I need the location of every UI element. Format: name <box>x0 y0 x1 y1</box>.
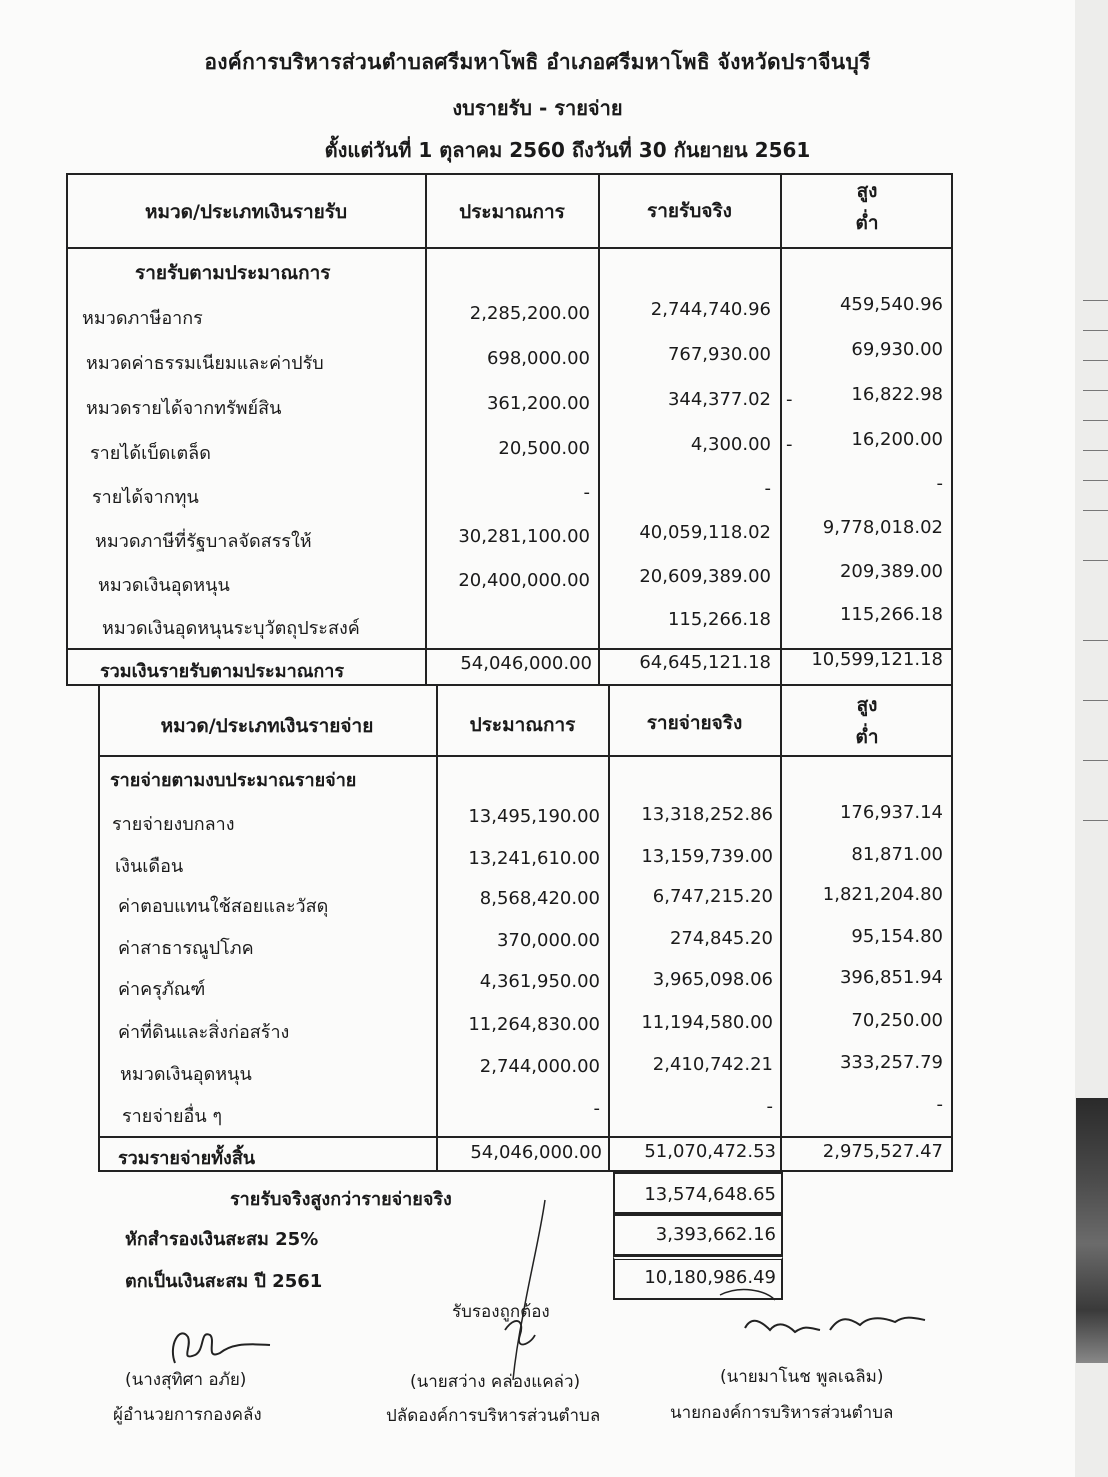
revenue-row-diff: 16,822.98 <box>851 384 943 405</box>
revenue-col-estimate: ประมาณการ <box>459 201 565 223</box>
expense-row-actual: 13,318,252.86 <box>641 804 773 825</box>
revenue-row-estimate: 2,285,200.00 <box>469 303 590 324</box>
revenue-col-high: สูง <box>856 180 878 202</box>
revenue-row-diff: - <box>936 473 943 494</box>
expense-row-label: หมวดเงินอุดหนุน <box>120 1064 252 1085</box>
expense-row-label: รายจ่ายอื่น ๆ <box>122 1106 223 1127</box>
expense-row-diff: 95,154.80 <box>851 926 943 947</box>
expense-row-actual: 274,845.20 <box>669 928 773 949</box>
expense-row-actual: 13,159,739.00 <box>641 846 773 867</box>
certified-label: รับรองถูกต้อง <box>452 1302 550 1322</box>
expense-row-estimate: 370,000.00 <box>496 930 600 951</box>
expense-col-category: หมวด/ประเภทเงินรายจ่าย <box>160 715 374 737</box>
signature-scribble-2 <box>485 1195 565 1385</box>
expense-row-diff: 70,250.00 <box>851 1010 943 1031</box>
expense-col-actual: รายจ่ายจริง <box>646 712 743 734</box>
expense-row-diff: 176,937.14 <box>839 802 943 823</box>
signer3-title: นายกองค์การบริหารส่วนตำบล <box>670 1403 894 1423</box>
revenue-row-sign: - <box>786 434 793 455</box>
revenue-col-actual: รายรับจริง <box>647 200 732 222</box>
expense-col-high: สูง <box>856 694 878 716</box>
revenue-row-actual: 20,609,389.00 <box>639 566 771 587</box>
expense-row-estimate: 8,568,420.00 <box>479 888 600 909</box>
expense-row-actual: 11,194,580.00 <box>641 1012 773 1033</box>
revenue-row-diff: 9,778,018.02 <box>822 517 943 538</box>
signer1-name: (นางสุทิศา อภัย) <box>125 1370 247 1390</box>
revenue-col-low: ต่ำ <box>855 212 879 234</box>
org-title: องค์การบริหารส่วนตำบลศรีมหาโพธิ อำเภอศรีมหาโพธิ จังหวัดปราจีนบุรี <box>204 50 871 74</box>
revenue-col-category: หมวด/ประเภทเงินรายรับ <box>144 201 348 223</box>
expense-row-diff: 81,871.00 <box>851 844 943 865</box>
revenue-row-diff: 69,930.00 <box>851 339 943 360</box>
surplus-label: รายรับจริงสูงกว่ารายจ่ายจริง <box>230 1189 452 1210</box>
expense-row-label: ค่าตอบแทนใช้สอยและวัสดุ <box>118 896 329 917</box>
expense-row-label: ค่าที่ดินและสิ่งก่อสร้าง <box>118 1022 290 1043</box>
signer3-name: (นายมาโนช พูลเฉลิม) <box>720 1367 884 1387</box>
expense-row-estimate: 13,241,610.00 <box>468 848 600 869</box>
revenue-total-estimate: 54,046,000.00 <box>460 653 592 674</box>
expense-row-actual: 2,410,742.21 <box>652 1054 773 1075</box>
reserve-value: 3,393,662.16 <box>655 1224 776 1245</box>
revenue-row-label: หมวดเงินอุดหนุนระบุวัตถุประสงค์ <box>102 618 360 639</box>
expense-row-actual: 6,747,215.20 <box>652 886 773 907</box>
expense-row-label: เงินเดือน <box>115 856 184 877</box>
revenue-row-label: หมวดภาษีที่รัฐบาลจัดสรรให้ <box>95 531 312 552</box>
signer2-name: (นายสว่าง คล่องแคล่ว) <box>410 1372 581 1392</box>
revenue-row-estimate: 20,400,000.00 <box>458 570 590 591</box>
expense-total-label: รวมรายจ่ายทั้งสิ้น <box>118 1148 256 1169</box>
revenue-row-diff: 16,200.00 <box>851 429 943 450</box>
revenue-total-actual: 64,645,121.18 <box>639 652 771 673</box>
expense-row-estimate: - <box>593 1098 600 1119</box>
expense-row-diff: 333,257.79 <box>839 1052 943 1073</box>
expense-row-label: ค่าครุภัณฑ์ <box>118 979 206 1000</box>
accum-value: 10,180,986.49 <box>644 1267 776 1288</box>
accum-label: ตกเป็นเงินสะสม ปี 2561 <box>125 1271 323 1292</box>
expense-row-estimate: 11,264,830.00 <box>468 1014 600 1035</box>
period-title: ตั้งแต่วันที่ 1 ตุลาคม 2560 ถึงวันที่ 30 กันยายน 2561 <box>324 138 811 162</box>
revenue-row-estimate: 20,500.00 <box>498 438 590 459</box>
revenue-row-actual: - <box>764 478 771 499</box>
revenue-row-diff: 115,266.18 <box>839 604 943 625</box>
revenue-row-actual: 4,300.00 <box>690 434 771 455</box>
expense-row-estimate: 2,744,000.00 <box>479 1056 600 1077</box>
expense-col-estimate: ประมาณการ <box>469 714 576 736</box>
expense-row-diff: 396,851.94 <box>839 967 943 988</box>
revenue-row-actual: 2,744,740.96 <box>650 299 771 320</box>
revenue-row-actual: 115,266.18 <box>667 609 771 630</box>
expense-total-actual: 51,070,472.53 <box>644 1141 776 1162</box>
statement-title: งบรายรับ - รายจ่าย <box>452 96 623 120</box>
signature-scribble-3 <box>700 1270 940 1350</box>
revenue-row-label: หมวดภาษีอากร <box>82 308 203 329</box>
revenue-row-estimate: 30,281,100.00 <box>458 526 590 547</box>
revenue-row-sign: - <box>786 389 793 410</box>
revenue-row-actual: 767,930.00 <box>667 344 771 365</box>
revenue-total-diff: 10,599,121.18 <box>811 649 943 670</box>
reserve-label: หักสำรองเงินสะสม 25% <box>125 1229 319 1250</box>
revenue-row-diff: 209,389.00 <box>839 561 943 582</box>
revenue-row-label: หมวดเงินอุดหนุน <box>98 575 230 596</box>
expense-row-actual: - <box>766 1096 773 1117</box>
expense-total-diff: 2,975,527.47 <box>822 1141 943 1162</box>
expense-row-label: รายจ่ายงบกลาง <box>112 814 235 835</box>
signer2-title: ปลัดองค์การบริหารส่วนตำบล <box>386 1406 601 1426</box>
revenue-row-label: หมวดรายได้จากทรัพย์สิน <box>86 398 282 419</box>
surplus-value: 13,574,648.65 <box>644 1184 776 1205</box>
revenue-row-estimate: 361,200.00 <box>486 393 590 414</box>
revenue-row-estimate: 698,000.00 <box>486 348 590 369</box>
expense-col-low: ต่ำ <box>855 726 879 748</box>
expense-total-estimate: 54,046,000.00 <box>470 1142 602 1163</box>
expense-row-diff: - <box>936 1094 943 1115</box>
revenue-total-label: รวมเงินรายรับตามประมาณการ <box>100 661 345 682</box>
expense-row-label: ค่าสาธารณูปโภค <box>118 938 254 959</box>
signer1-title: ผู้อำนวยการกองคลัง <box>113 1405 262 1425</box>
expense-row-estimate: 4,361,950.00 <box>479 971 600 992</box>
revenue-row-estimate: - <box>583 482 590 503</box>
revenue-row-actual: 40,059,118.02 <box>639 522 771 543</box>
revenue-row-diff: 459,540.96 <box>839 294 943 315</box>
expense-row-actual: 3,965,098.06 <box>652 969 773 990</box>
revenue-row-actual: 344,377.02 <box>667 389 771 410</box>
adjacent-photo <box>1076 1098 1108 1363</box>
revenue-row-label: รายได้เบ็ดเตล็ด <box>90 443 211 464</box>
revenue-row-label: หมวดค่าธรรมเนียมและค่าปรับ <box>86 353 324 374</box>
expense-section-title: รายจ่ายตามงบประมาณรายจ่าย <box>110 770 357 791</box>
revenue-row-label: รายได้จากทุน <box>92 487 199 508</box>
expense-row-diff: 1,821,204.80 <box>822 884 943 905</box>
revenue-section-title: รายรับตามประมาณการ <box>135 262 331 284</box>
expense-row-estimate: 13,495,190.00 <box>468 806 600 827</box>
